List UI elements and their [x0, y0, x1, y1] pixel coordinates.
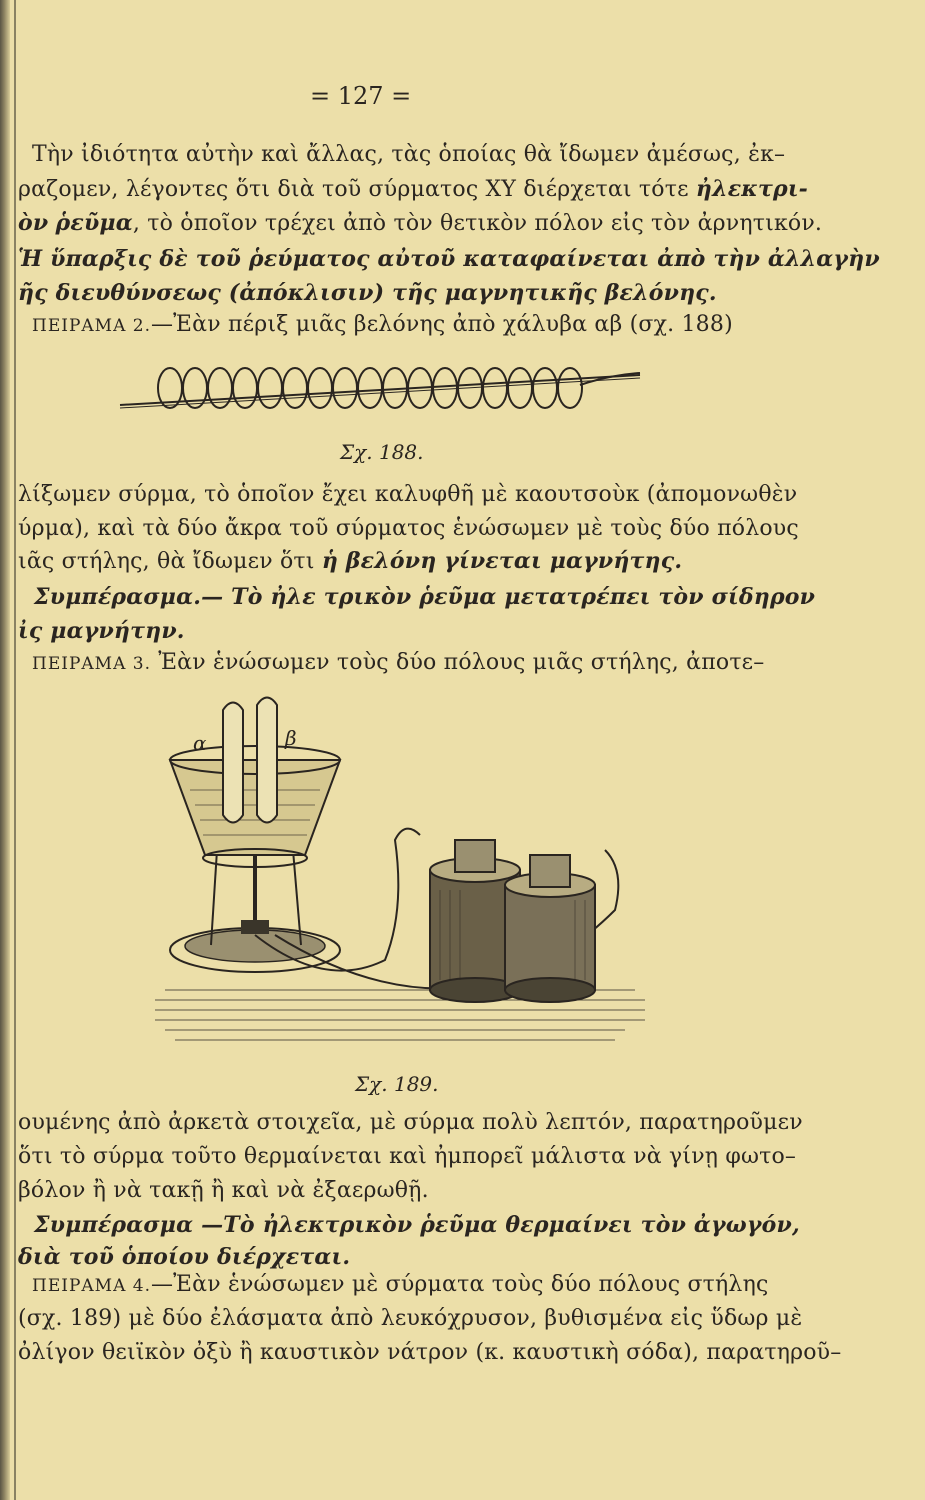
text-line	[18, 176, 808, 202]
experiment-label: ΠΕΙΡΑΜΑ 2.	[32, 316, 151, 336]
text-line: βόλον ἢ νὰ τακῇ ἢ καὶ νὰ ἐξαερωθῇ.	[18, 1178, 429, 1203]
text-span: —Ἐὰν ἑνώσωμεν μὲ σύρματα τοὺς δύο πόλους στήλης	[150, 1272, 769, 1297]
emphasis-text: ὸν	[18, 210, 49, 236]
figure-label-b: β	[285, 726, 297, 750]
page-number: = 127 =	[310, 82, 412, 110]
gutter-line	[14, 0, 16, 1500]
figure-label-a: α	[193, 731, 207, 755]
emphasis-text: ἠλεκτρι-	[695, 176, 809, 202]
conclusion-line: Συμπέρασμα.— Τὸ ἠλε τρικὸν ῥεῦμα μετατρέπει τὸν σίδηρον	[34, 584, 816, 610]
conclusion-line: διὰ τοῦ ὁποίου διέρχεται.	[18, 1244, 351, 1270]
experiment-line	[32, 1272, 768, 1297]
conclusion-line: ἰς μαγνήτην.	[18, 618, 185, 644]
figure-188	[110, 355, 650, 425]
text-line	[18, 548, 682, 574]
text-line: ὅτι τὸ σύρμα τοῦτο θερμαίνεται καὶ ἠμπορεῖ μάλιστα νὰ γίνῃ φωτο–	[18, 1144, 797, 1169]
text-span: , τὸ ὁποῖον τρέχει ἀπὸ τὸν θετικὸν πόλον εἰς τὸν ἀρνητικόν.	[132, 211, 823, 236]
figure-188-caption: Σχ. 188.	[340, 440, 424, 464]
text-line: Τὴν ἰδιότητα αὐτὴν καὶ ἄλλας, τὰς ὁποίας θὰ ἴδωμεν ἀμέσως, ἐκ–	[32, 142, 786, 167]
text-line	[18, 210, 822, 236]
experiment-label: ΠΕΙΡΑΜΑ 3.	[32, 654, 151, 674]
figure-189-caption: Σχ. 189.	[355, 1072, 439, 1096]
text-span: Ἐὰν ἑνώσωμεν τοὺς δύο πόλους μιᾶς στήλης, ἀποτε–	[158, 650, 765, 675]
figure-189	[145, 690, 665, 1060]
text-span: ραζομεν, λέγοντες ὅτι διὰ τοῦ σύρματος ΧΥ διέρχεται τότε	[18, 177, 689, 202]
text-span: ιᾶς στήλης, θὰ ἴδωμεν ὅτι	[18, 549, 315, 574]
text-line: ουμένης ἀπὸ ἀρκετὰ στοιχεῖα, μὲ σύρμα πολὺ λεπτόν, παρατηροῦμεν	[18, 1110, 803, 1135]
emphasis-text: ἡ βελόνη γίνεται μαγνήτης.	[321, 548, 683, 574]
emphasis-text: ῥεῦμα	[55, 210, 133, 236]
text-line: ύρμα), καὶ τὰ δύο ἄκρα τοῦ σύρματος ἑνώσωμεν μὲ τοὺς δύο πόλους	[18, 516, 799, 541]
emphasis-line: Ἡ ὕπαρξις δὲ τοῦ ῥεύματος αὐτοῦ καταφαίνεται ἀπὸ τὴν ἀλλαγὴν	[18, 246, 880, 272]
experiment-label: ΠΕΙΡΑΜΑ 4.	[32, 1276, 151, 1296]
conclusion-line: Συμπέρασμα —Τὸ ἠλεκτρικὸν ῥεῦμα θερμαίνει τὸν ἀγωγόν,	[34, 1212, 800, 1238]
text-span: —Ἐὰν πέριξ μιᾶς βελόνης ἀπὸ χάλυβα αβ (σχ. 188)	[150, 312, 733, 337]
emphasis-line: ῆς διευθύνσεως (ἀπόκλισιν) τῆς μαγνητικῆς βελόνης.	[18, 280, 717, 306]
text-line: ὀλίγον θειϊκὸν ὀξὺ ἢ καυστικὸν νάτρον (κ. καυστικὴ σόδα), παρατηροῦ–	[18, 1340, 842, 1365]
page-edge	[0, 0, 10, 1500]
text-line: (σχ. 189) μὲ δύο ἐλάσματα ἀπὸ λευκόχρυσον, βυθισμένα εἰς ὕδωρ μὲ	[18, 1306, 803, 1331]
text-line: λίξωμεν σύρμα, τὸ ὁποῖον ἔχει καλυφθῆ μὲ καουτσοὺκ (ἀπομονωθὲν	[18, 482, 798, 507]
experiment-line	[32, 650, 764, 675]
experiment-line	[32, 312, 733, 337]
